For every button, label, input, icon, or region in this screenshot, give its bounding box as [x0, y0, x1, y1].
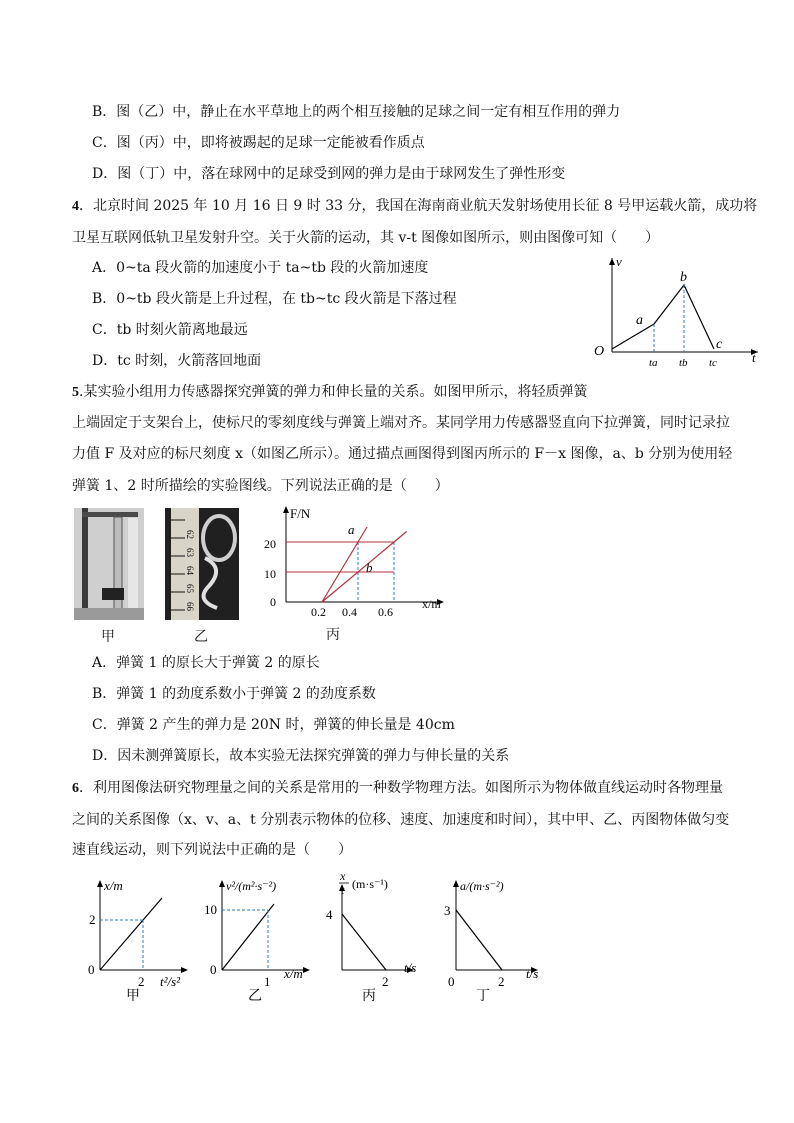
q5-stem-line-1 [72, 382, 587, 403]
q5-stem-line-3: 力值 F 及对应的标尺刻度 x（如图乙所示）。通过描点画图得到图丙所示的 F－x 图像，a、b 分别为使用轻 [72, 446, 733, 462]
q5-series-a-label: a [348, 522, 355, 537]
q6-jia-ylabel: x/m [104, 878, 123, 893]
q4-tc-label: tc [709, 357, 717, 369]
q5-fx-chart [262, 502, 452, 624]
q6-yi-ylabel: v²/(m²·s⁻²) [226, 879, 277, 893]
q6-ding-origin: 0 [448, 974, 455, 989]
q4-vt-graph [588, 252, 768, 382]
q5-ruler-mark-64: 64 [185, 566, 195, 575]
q5-caption-jia: 甲 [101, 629, 115, 645]
q5-photo-jia-drawing [74, 508, 144, 620]
q3-option-b: B．图（乙）中，静止在水平草地上的两个相互接触的足球之间一定有相互作用的弹力 [92, 104, 621, 120]
q6-jia-ytick: 2 [89, 912, 96, 927]
q6-yi-caption: 乙 [248, 989, 262, 1004]
q4-option-a: A．0~ta 段火箭的加速度小于 ta~tb 段的火箭加速度 [92, 260, 429, 276]
q6-bing-ylabel-unit: (m·s⁻¹) [352, 877, 388, 891]
q4-v-arrow [609, 258, 615, 265]
q5-ruler-mark-62: 62 [185, 530, 195, 539]
q4-point-a-label: a [636, 313, 643, 328]
q6-number: 6 [72, 781, 79, 796]
q4-point-c-label: c [716, 337, 723, 352]
q5-option-c: C．弹簧 2 产生的弹力是 20N 时，弹簧的伸长量是 40cm [92, 717, 455, 733]
q6-stem-text-1: ．利用图像法研究物理量之间的关系是常用的一种数学物理方法。如图所示为物体做直线运动时各物理量 [79, 780, 723, 796]
q6-yi-xtick: 1 [264, 974, 271, 989]
q6-yi-ytick: 10 [204, 902, 217, 917]
q4-vt-line [612, 285, 714, 349]
q6-stem-line-3: 速直线运动，则下列说法中正确的是（ ） [72, 842, 352, 858]
q4-point-b-label: b [680, 270, 687, 285]
q5-x-tick-0.4: 0.4 [342, 605, 357, 619]
q6-jia-xtick: 2 [138, 974, 145, 989]
q6-bing-xtick: 2 [382, 974, 389, 989]
q6-jia-line [100, 898, 162, 970]
q5-number: 5 [72, 385, 79, 400]
q6-bing-line [342, 914, 386, 970]
q5-x-tick-0.6: 0.6 [378, 605, 393, 619]
q5-stem-line-2: 上端固定于支架台上，使标尺的零刻度线与弹簧上端对齐。某同学用力传感器竖直向下拉弹簧，同时记录拉 [72, 415, 730, 431]
q4-option-c: C．tb 时刻火箭离地最远 [92, 322, 248, 338]
q6-yi-xlabel: x/m [284, 966, 303, 981]
q6-ding-ytick: 3 [444, 903, 451, 918]
q5-ruler-mark-66: 66 [185, 602, 195, 611]
q4-option-b: B．0~tb 段火箭是上升过程，在 tb~tc 段火箭是下落过程 [92, 291, 457, 307]
q4-t-label: t [752, 350, 756, 365]
q6-graph-bing [320, 868, 430, 1004]
q5-x-axis-label: x/m [422, 597, 441, 611]
q5-y-tick-0: 0 [270, 595, 276, 609]
q4-ta-label: ta [649, 357, 658, 369]
q5-photo-jia [74, 508, 144, 620]
q5-caption-yi: 乙 [194, 629, 208, 645]
q5-y-axis-label: F/N [290, 506, 311, 521]
q5-option-b: B．弹簧 1 的劲度系数小于弹簧 2 的劲度系数 [92, 686, 376, 702]
q4-v-label: v [616, 254, 622, 269]
q5-x-tick-0.2: 0.2 [311, 605, 326, 619]
q6-ding-ylabel: a/(m·s⁻²) [460, 879, 504, 893]
q5-photo-yi [165, 508, 239, 620]
q6-graph-yi [204, 874, 324, 1004]
q6-graph-ding [440, 874, 560, 1004]
q5-ruler-mark-63: 63 [185, 548, 195, 557]
q6-bing-caption: 丙 [362, 989, 376, 1004]
q6-bing-ylabel-den: t [341, 883, 345, 897]
q6-jia-origin: 0 [88, 962, 95, 977]
q4-stem-text-1: ．北京时间 2025 年 10 月 16 日 9 时 33 分，我国在海南商业航天发射场使用长征 8 号甲运载火箭，成功将 [79, 198, 758, 214]
q6-yi-line [222, 904, 274, 970]
q5-stem-line-4: 弹簧 1、2 时所描绘的实验图线。下列说法正确的是（ ） [72, 478, 449, 494]
q5-y-tick-10: 10 [264, 567, 276, 581]
q6-bing-xlabel: t/s [404, 960, 417, 975]
q4-stem-line-1 [72, 196, 757, 217]
q5-option-a: A．弹簧 1 的原长大于弹簧 2 的原长 [92, 655, 320, 671]
q6-ding-line [456, 910, 502, 970]
q6-jia-caption: 甲 [126, 989, 140, 1004]
q5-y-arrow [283, 506, 289, 513]
q6-ding-caption: 丁 [476, 989, 490, 1004]
q4-stem-line-2: 卫星互联网低轨卫星发射升空。关于火箭的运动，其 v-t 图像如图所示，则由图像可知（ ） [72, 230, 660, 246]
q6-ding-xtick: 2 [498, 974, 505, 989]
q5-stem-text-1: .某实验小组用力传感器探究弹簧的弹力和伸长量的关系。如图甲所示，将轻质弹簧 [79, 384, 588, 400]
q3-option-d: D．图（丁）中，落在球网中的足球受到网的弹力是由于球网发生了弹性形变 [92, 166, 566, 182]
q6-jia-xlabel: t²/s² [160, 974, 181, 989]
q5-series-a-line [322, 527, 367, 602]
q4-number: 4 [72, 199, 79, 214]
q6-graph-jia [86, 874, 196, 1004]
q4-tb-label: tb [679, 357, 688, 369]
q6-bing-ylabel-num: x [340, 869, 346, 883]
q5-photo-yi-drawing [165, 508, 239, 620]
q6-bing-ytick: 4 [326, 907, 333, 922]
q4-origin-label: O [594, 344, 605, 359]
q5-caption-bing: 丙 [326, 627, 340, 643]
q5-option-d: D．因未测弹簧原长，故本实验无法探究弹簧的弹力与伸长量的关系 [92, 748, 510, 764]
q6-stem-line-1 [72, 778, 723, 799]
q4-option-d: D．tc 时刻，火箭落回地面 [92, 353, 262, 369]
q6-ding-xlabel: t/s [526, 966, 539, 981]
q6-yi-origin: 0 [210, 962, 217, 977]
q5-series-b-label: b [366, 560, 373, 575]
q5-y-tick-20: 20 [264, 537, 276, 551]
q6-stem-line-2: 之间的关系图像（x、v、a、t 分别表示物体的位移、速度、加速度和时间），其中甲、乙、丙图物体做匀变 [72, 812, 730, 828]
q3-option-c: C．图（丙）中，即将被踢起的足球一定能被看作质点 [92, 135, 425, 151]
q5-ruler-mark-65: 65 [185, 584, 195, 593]
